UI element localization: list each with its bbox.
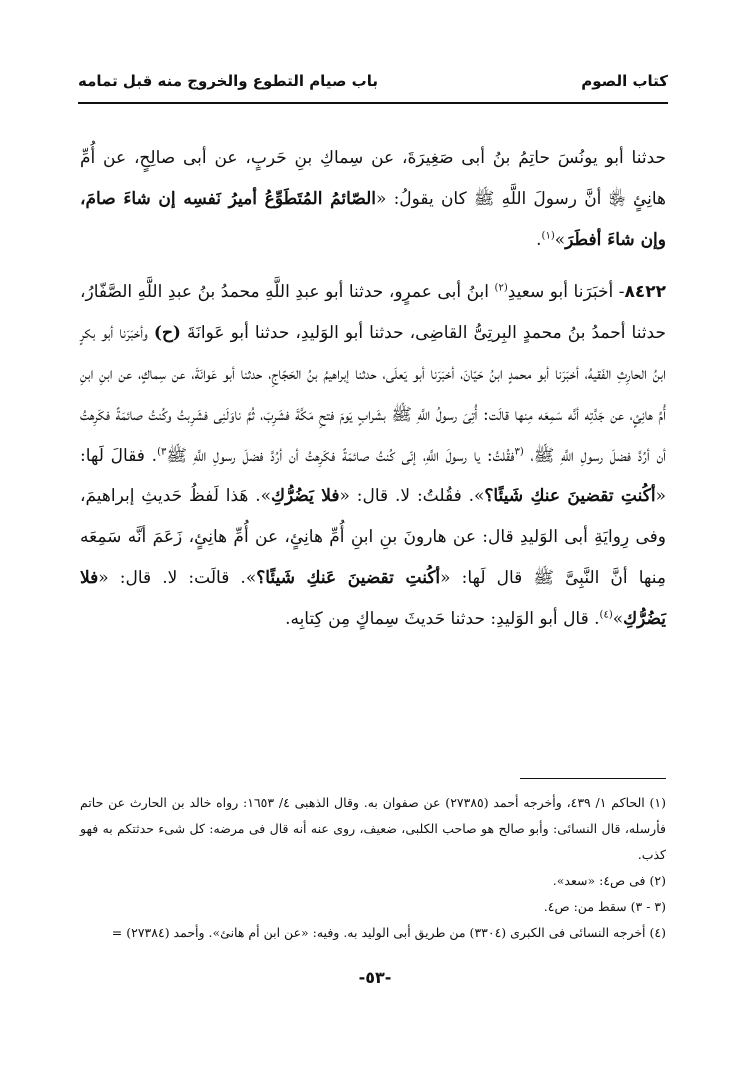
text-run: ». فقُلتُ: لا. قال: « [339, 486, 485, 507]
text-run: فقُلتُ: يا رسولَ اللَّهِ، إنّى كُنتُ صائمَةً فكَرِهتُ أن أرُدَّ فضلَ رسولِ اللَّهِ ﷺ [166, 445, 515, 466]
page-number: -٥٣- [358, 968, 392, 987]
tahwil-marker: (ح) [153, 323, 181, 344]
hadith-number: ٨٤٢٢ [624, 282, 666, 303]
text-run: ». قالَت: لا. قال: « [98, 567, 257, 588]
main-text [80, 138, 666, 640]
footnote-1: (١) الحاكم ١/ ٤٣٩، وأخرجه أحمد (٢٧٣٨٥) عن صفوان به. وقال الذهبى ٤/ ١٦٥٣: رواه خالد بن الحارث عن حاتم فأرسله، قال النسائى: وأبو صالح هو صاحب الكلبى، ضعيف، روى عنه أنه قال فى مرضه: كل شىء حدثتكم به فهو كذب. [80, 795, 667, 862]
text-run: - [613, 282, 625, 303]
paragraph-hadith-8422 [80, 272, 666, 639]
text-run: . [536, 229, 542, 250]
text-run: وأخبَرَنا أبو بكرٍ ابنُ الحارِثِ الفَقيهُ، أخبَرَنا أبو محمدٍ ابنُ حَيّانَ، أخبَرَنا أبو يَعلَى، حدثنا إبراهيمُ بنُ الحَجّاجِ، حدثنا أبو عَوانَةَ، عن سِماكٍ، عن ابنِ ابنِ أُمِّ هانِئٍ، عن جَدَّتِه أنَّه سَمِعَه مِنها قالَت: أُتِىَ رسولُ اللَّهِ ﷺ بشَرابٍ يَومَ فتحِ مَكَّةَ فشَرِبَ، ثُمَّ ناوَلَنِى فشَرِبتُ وكُنتُ صائمَةً فكَرِهتُ أن أرُدَّ فضلَ رسولِ اللَّهِ ﷺ، [80, 323, 666, 466]
hadith-quote: فلا يَضُرُّكِ [271, 486, 340, 507]
footnotes [80, 790, 666, 946]
chapter-title: باب صيام التطوع والخروج منه قبل تمامه [78, 72, 378, 90]
text-run: أخبَرَنا أبو سعيدِ [507, 282, 614, 303]
footnote-ref: (٣ [514, 445, 524, 457]
footnote-2: (٢) فى ص٤: «سعد». [552, 873, 666, 888]
hadith-quote: الصّائمُ المُتَطَوِّعُ أميرُ نَفسِه إن شاءَ صامَ، وإن شاءَ أفطَرَ [80, 188, 666, 250]
book-title: كتاب الصوم [581, 72, 668, 90]
hadith-quote: أكُنتِ تقضينَ عنكِ شَيئًا؟ [484, 486, 656, 507]
footnote-divider [520, 778, 666, 779]
footnote-ref: ٣) [157, 445, 167, 457]
text-run: ابنُ أبى عمرٍو، حدثنا أبو عبدِ اللَّهِ محمدُ بنُ عبدِ اللَّهِ الصَّفّارُ، حدثنا أحمدُ بنُ محمدٍ البِرتِىُّ القاضِى، حدثنا أبو الوَليدِ، حدثنا أبو عَوانَةَ [80, 282, 666, 344]
footnote-ref: (٢) [494, 282, 508, 294]
paragraph-continuation [80, 138, 666, 260]
hadith-quote: فلا يَضُرُّكِ [80, 567, 666, 629]
header-divider [78, 102, 668, 104]
text-run: » [554, 229, 566, 250]
text-run: » [612, 608, 624, 629]
footnote-3: (٣ - ٣) سقط من: ص٤. [543, 899, 666, 914]
footnote-4: (٤) أخرجه النسائى فى الكبرى (٣٣٠٤) من طريق أبى الوليد به. وفيه: «عن ابن أم هانئ». وأحمد (٢٧٣٨٤) = [111, 925, 666, 940]
text-run: حدثنا أبو يونُسَ حاتِمُ بنُ أبى صَغِيرَةَ، عن سِماكِ بنِ حَربٍ، عن أبى صالِحٍ، عن أُمِّ هانِئٍ ﵂ أنَّ رسولَ اللَّهِ ﷺ كان يقولُ: « [80, 148, 666, 209]
footnote-ref: (١) [541, 229, 555, 241]
text-run: . فقالَ لَها: « [80, 445, 666, 507]
text-run: ». هَذا لَفظُ حَديثِ إبراهيمَ، وفى رِوايَةِ أبى الوَليدِ قال: عن هارونَ بنِ ابنِ أُمِّ هانِئٍ، عن أُمِّ هانِئٍ، زَعَمَ أنَّه سَمِعَه مِنها أنَّ النَّبِىَّ ﷺ قال لَها: « [80, 486, 666, 588]
running-header [78, 72, 668, 90]
footnote-ref: (٤) [599, 609, 613, 621]
hadith-quote: أكُنتِ تقضينَ عَنكِ شَيئًا؟ [256, 567, 441, 588]
text-run: . قال أبو الوَليدِ: حدثنا حَديثَ سِماكٍ مِن كِتابِه. [285, 608, 600, 629]
